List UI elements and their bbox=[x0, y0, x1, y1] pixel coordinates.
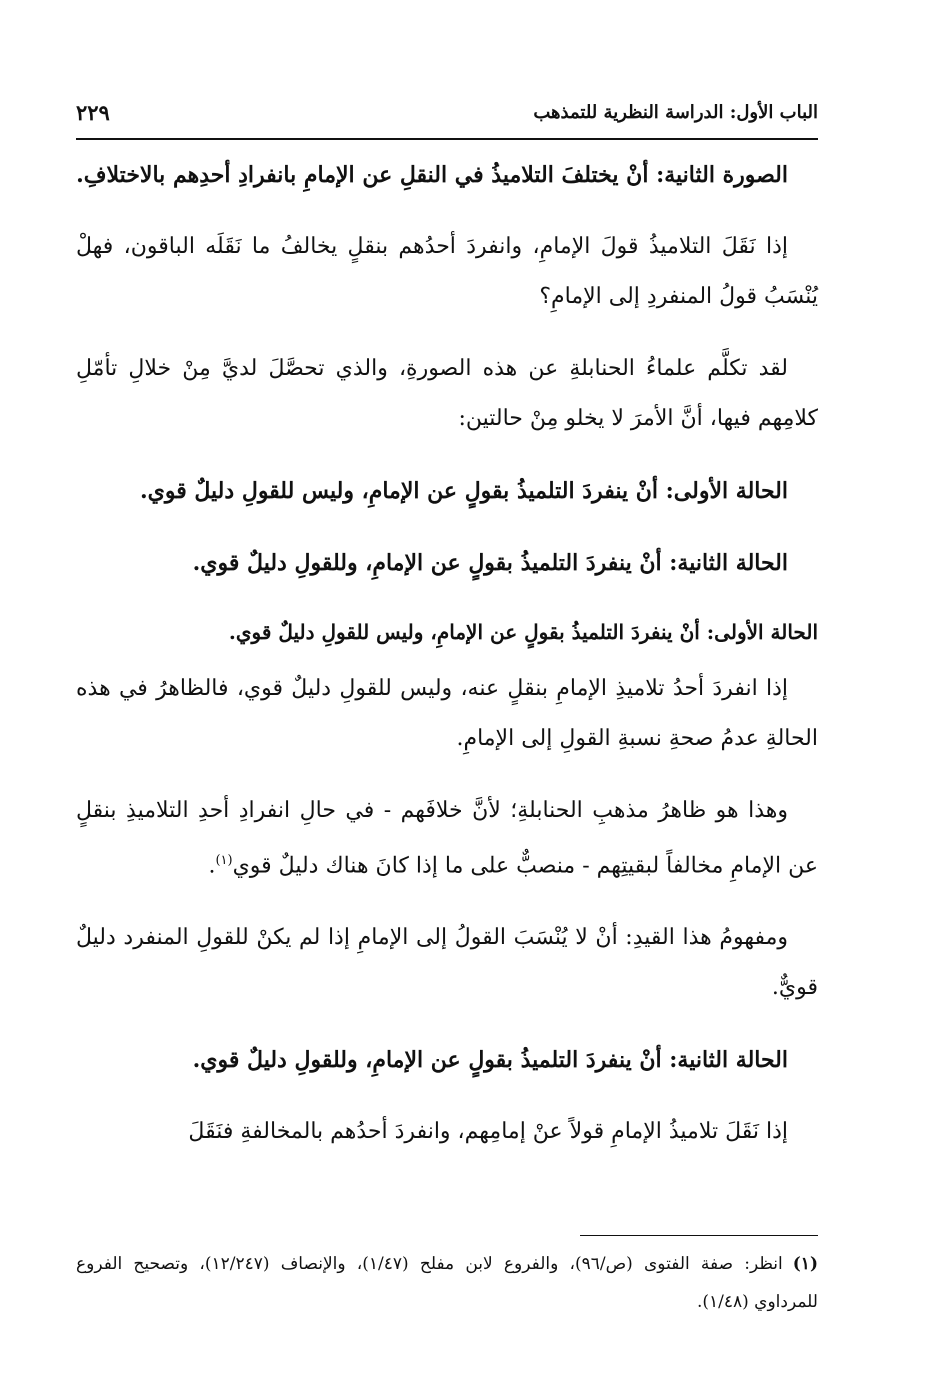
case-two-subheading: الحالة الثانية: أنْ ينفردَ التلميذُ بقولٍ عن الإمامِ، وللقولِ دليلٌ قوي. bbox=[192, 1047, 788, 1074]
paragraph: ومفهومُ هذا القيدِ: أنْ لا يُنْسَبَ القولُ إلى الإمامِ إذا لم يكنْ للقولِ المنفرد دليلٌ قويٌّ. bbox=[76, 925, 818, 1001]
footnote-divider bbox=[580, 1235, 818, 1236]
case-two-statement: الحالة الثانية: أنْ ينفردَ التلميذُ بقولٍ عن الإمامِ، وللقولِ دليلٌ قوي. bbox=[192, 550, 788, 576]
running-title: الباب الأول: الدراسة النظرية للتمذهب bbox=[533, 102, 818, 123]
paragraph: إذا نَقَلَ التلاميذُ قولَ الإمامِ، وانفردَ أحدُهم بنقلٍ يخالفُ ما نَقَلَه الباقون، فهلْ يُنْسَبُ قولُ المنفردِ إلى الإمامِ؟ bbox=[76, 234, 818, 309]
paragraph: إذا انفردَ أحدُ تلاميذِ الإمامِ بنقلٍ عنه، وليس للقولِ دليلٌ قوي، فالظاهرُ في هذه الحالةِ عدمُ صحةِ نسبةِ القولِ إلى الإمامِ. bbox=[76, 676, 818, 751]
section-heading: الصورة الثانية: أنْ يختلفَ التلاميذُ في النقلِ عن الإمامِ بانفرادِ أحدِهم بالاختلافِ. bbox=[76, 162, 788, 188]
paragraph-text: وهذا هو ظاهرُ مذهبِ الحنابلةِ؛ لأنَّ خلافَهم - في حالِ انفرادِ أحدِ التلاميذِ بنقلٍ عن الإمامِ مخالفاً لبقيتِهم - منصبٌّ على ما إذا كانَ هناك دليلٌ قوي bbox=[76, 798, 818, 879]
footnote bbox=[76, 1245, 818, 1321]
paragraph: لقد تكلَّم علماءُ الحنابلةِ عن هذه الصورةِ، والذي تحصَّلَ لديَّ مِنْ خلالِ تأمّلِ كلامِهم فيها، أنَّ الأمرَ لا يخلو مِنْ حالتين: bbox=[76, 356, 818, 431]
page-number: ٢٢٩ bbox=[76, 100, 110, 125]
paragraph: إذا نَقَلَ تلاميذُ الإمامِ قولاً عنْ إمامِهم، وانفردَ أحدُهم بالمخالفةِ فنَقَلَ bbox=[188, 1119, 788, 1145]
case-one-statement: الحالة الأولى: أنْ ينفردَ التلميذُ بقولٍ عن الإمامِ، وليس للقولِ دليلٌ قوي. bbox=[139, 478, 788, 504]
footnote-number: (١) bbox=[792, 1254, 818, 1274]
footnote-text: انظر: صفة الفتوى (ص/٩٦)، والفروع لابن مفلح (١/٤٧)، والإنصاف (١٢/٢٤٧)، وتصحيح الفروع للمرداوي (١/٤٨). bbox=[76, 1254, 818, 1312]
page-header bbox=[76, 100, 818, 140]
case-one-subheading: الحالة الأولى: أنْ ينفردَ التلميذُ بقولٍ عن الإمامِ، وليس للقولِ دليلٌ قوي. bbox=[228, 620, 818, 644]
page-body bbox=[76, 150, 818, 1179]
paragraph-with-footnote: وهذا هو ظاهرُ مذهبِ الحنابلةِ؛ لأنَّ خلافَهم - في حالِ انفرادِ أحدِ التلاميذِ بنقلٍ عن الإمامِ مخالفاً لبقيتِهم - منصبٌّ على ما إذا كانَ هناك دليلٌ قوي$^{(١)}$. bbox=[76, 798, 818, 879]
footnote-reference[interactable]: (١) bbox=[215, 853, 233, 868]
